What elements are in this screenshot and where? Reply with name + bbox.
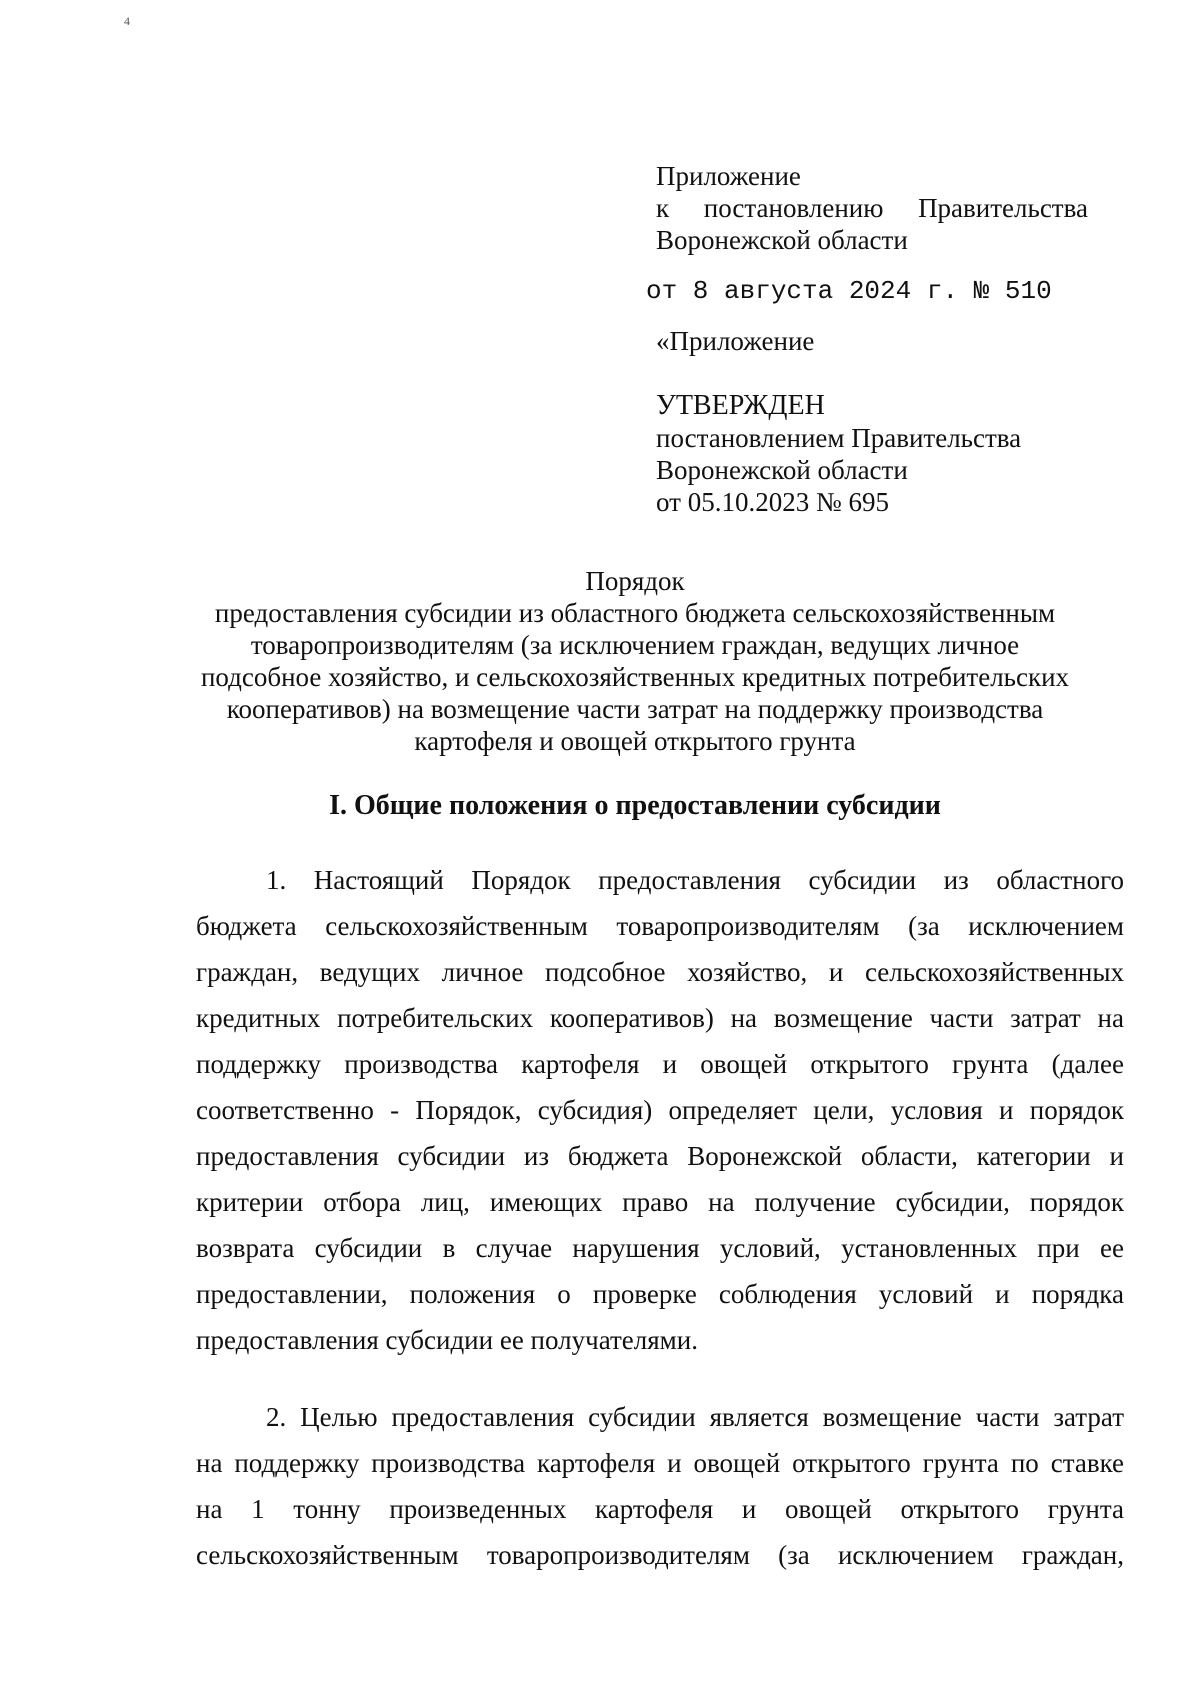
approved-line-1: постановлением Правительства (656, 423, 1022, 453)
paragraph-line: предоставления субсидии из бюджета Воронежской области, категории и (196, 1141, 1124, 1171)
resolution-reference (656, 192, 1088, 224)
approved-line-2: Воронежской области (656, 455, 908, 485)
region-name: Воронежской области (656, 225, 908, 255)
title-line: предоставления субсидии из областного бюджета сельскохозяйственным (214, 598, 1056, 628)
paragraph-line: сельскохозяйственным товаропроизводителям (за исключением граждан, (196, 1540, 1124, 1570)
quoted-appendix-label: «Приложение (656, 326, 815, 356)
paragraph-line: бюджета сельскохозяйственным товаропроизводителям (за исключением (196, 911, 1124, 941)
approved-line-3: от 05.10.2023 № 695 (656, 487, 889, 517)
title-line: товаропроизводителям (за исключением граждан, ведущих личное (250, 630, 1020, 660)
title-word: Порядок (585, 566, 685, 596)
paragraph-line: предоставления субсидии ее получателями. (196, 1325, 698, 1355)
paragraph-line: предоставлении, положения о проверке соблюдения условий и порядка (196, 1279, 1124, 1309)
approval-stamp-text (656, 390, 1021, 518)
paragraph-line: критерии отбора лиц, имеющих право на получение субсидии, порядок (196, 1187, 1124, 1217)
paragraph-line: кредитных потребительских кооперативов) на возмещение части затрат на (196, 1003, 1124, 1033)
title-line: подсобное хозяйство, и сельскохозяйственных кредитных потребительских (200, 662, 1070, 692)
resolution-word-3: Правительства (918, 193, 1088, 223)
appendix-label: Приложение (656, 161, 801, 191)
paragraph-line: на 1 тонну произведенных картофеля и овощей открытого грунта (196, 1494, 1124, 1524)
paragraph-line: на поддержку производства картофеля и овощей открытого грунта по ставке (196, 1448, 1124, 1478)
paragraph-line: возврата субсидии в случае нарушения условий, установленных при ее (196, 1233, 1124, 1263)
paragraph-line: соответственно - Порядок, субсидия) определяет цели, условия и порядок (196, 1095, 1124, 1125)
document-title (150, 565, 1120, 757)
section-heading: I. Общие положения о предоставлении субсидии (329, 790, 941, 821)
approved-title: УТВЕРЖДЕН (656, 390, 825, 421)
title-line: кооперативов) на возмещение части затрат на поддержку производства (226, 694, 1044, 724)
paragraph-line: 1. Настоящий Порядок предоставления субсидии из областного (266, 865, 1124, 895)
paragraph-line: поддержку производства картофеля и овощей открытого грунта (далее (196, 1049, 1124, 1079)
appendix-header (656, 160, 1126, 256)
resolution-word-2: постановлению (703, 193, 884, 223)
resolution-date: от 8 августа 2024 г. № 510 (646, 276, 1052, 306)
paragraph-line: 2. Целью предоставления субсидии является возмещение части затрат (266, 1402, 1124, 1432)
resolution-word-1: к (656, 193, 670, 223)
title-line: картофеля и овощей открытого грунта (414, 726, 856, 756)
corner-mark: 4 (124, 14, 130, 28)
paragraph-line: граждан, ведущих личное подсобное хозяйство, и сельскохозяйственных (196, 957, 1124, 987)
